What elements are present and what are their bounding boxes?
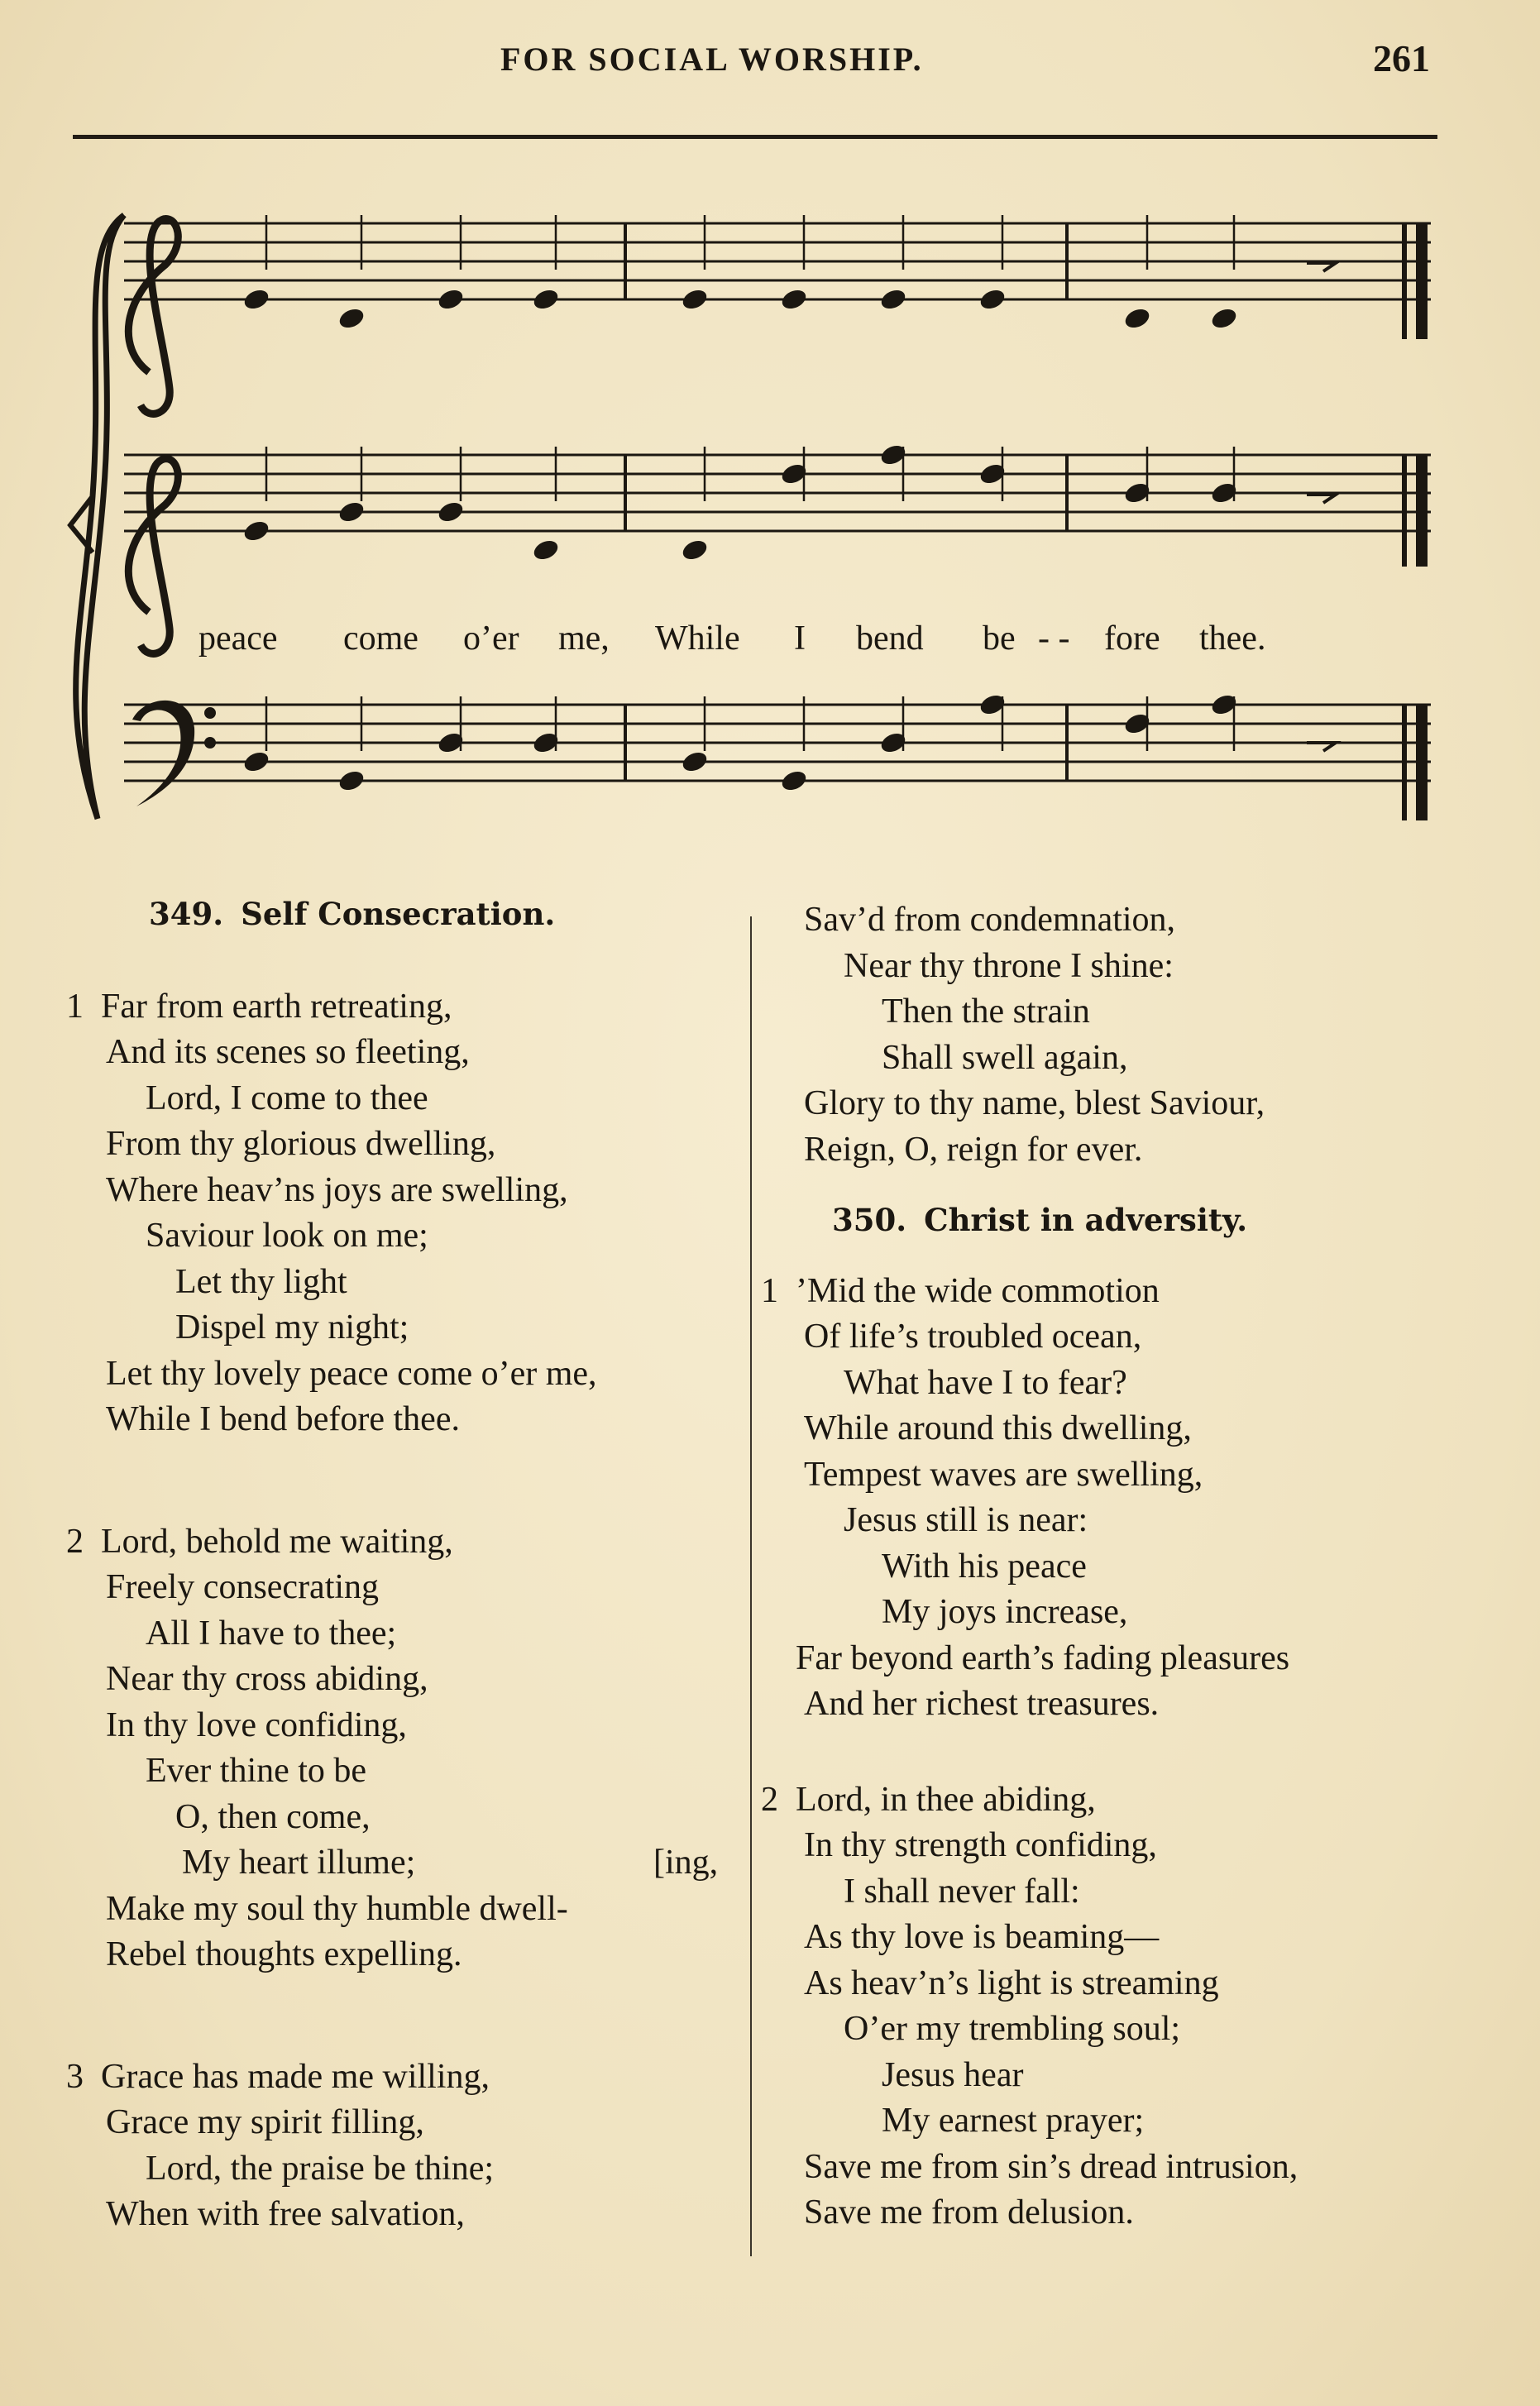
staves [124,215,1431,781]
verse-line: Let thy light [175,1262,347,1301]
notehead [436,287,466,313]
verse-line: Let thy lovely peace come o’er me, [106,1354,597,1393]
column-divider [750,916,752,2256]
stanza-number: 1 [761,1271,778,1310]
verse-line: ’Mid the wide commotion [796,1271,1160,1310]
right-column [761,897,1530,2236]
verse-line: My heart illume; [182,1844,416,1882]
verse-line: Grace has made me willing, [101,2057,490,2096]
noteheads [242,287,1239,794]
system-brace [76,215,124,819]
notehead [680,538,710,563]
notehead [242,749,271,775]
verse-line: Far from earth retreating, [101,987,452,1026]
verse-line: Grace my spirit filling, [106,2103,424,2141]
notehead [779,768,809,794]
notehead [242,519,271,544]
lyric-word: bend [856,619,924,658]
verse-line: Lord, the praise be thine; [146,2149,495,2188]
verse-line: Dispel my night; [175,1308,409,1346]
verse-line: Near thy throne I shine: [844,946,1174,985]
verse-line: Lord, I come to thee [146,1079,428,1117]
continuation-stanza [761,897,1530,1173]
hymn-title: Self Consecration. [241,896,556,932]
verse-line: Of life’s troubled ocean, [804,1318,1142,1356]
lyric-word: thee. [1199,619,1266,658]
verse-line: Far beyond earth’s fading pleasures [796,1638,1290,1677]
lyric-word: come [343,619,418,658]
stanza [66,2054,744,2238]
verse-line: Save me from sin’s dread intrusion, [804,2147,1298,2186]
notehead [337,500,366,525]
verse-line: Then the strain [882,993,1090,1031]
verse-line: What have I to fear? [844,1363,1127,1402]
notehead [878,287,908,313]
verse-line: From thy glorious dwelling, [106,1125,496,1163]
notehead [1122,306,1152,332]
bass-clef-icon [132,701,216,806]
verse-line: In thy love confiding, [106,1705,407,1744]
verse-line: Shall swell again, [882,1038,1128,1077]
notehead [436,500,466,525]
notehead [978,287,1007,313]
verse-line: All I have to thee; [146,1614,397,1653]
verse-line: Glory to thy name, blest Saviour, [804,1084,1265,1122]
verse-line: Tempest waves are swelling, [804,1455,1203,1494]
verse-line: Sav’d from condemnation, [804,901,1176,939]
hymn-title: Christ in adversity. [924,1202,1248,1238]
verse-line: Ever thine to be [146,1752,367,1790]
hymn-heading [761,1198,1530,1244]
notehead [680,287,710,313]
verse-line: Lord, in thee abiding, [796,1780,1096,1819]
left-column [66,892,744,2238]
verse-line: Make my soul thy humble dwell- [106,1889,568,1928]
page-number: 261 [1373,37,1430,79]
verse-line: Jesus hear [882,2055,1024,2094]
stanza [761,1777,1530,2236]
verse-line: O, then come, [175,1797,371,1836]
lyric-word: o’er [463,619,519,658]
verse-line: Reign, O, reign for ever. [804,1130,1143,1169]
stanza-number: 3 [66,2057,84,2096]
music-score [0,0,1540,844]
hymn-number: 350. [832,1202,907,1238]
verse-line: My earnest prayer; [882,2102,1145,2140]
verse-line: My joys increase, [882,1593,1128,1631]
notehead [779,287,809,313]
verse-line: While I bend before thee. [106,1400,460,1438]
verse-line: Save me from delusion. [804,2193,1134,2231]
verse-line: Jesus still is near: [844,1501,1088,1539]
notehead [337,306,366,332]
verse-line: And its scenes so fleeting, [106,1033,470,1071]
verse-line: O’er my trembling soul; [844,2010,1181,2048]
stanza [761,1269,1530,1728]
verse-line: Rebel thoughts expelling. [106,1935,462,1973]
verse-line: Where heav’ns joys are swelling, [106,1170,568,1209]
notehead [531,287,561,313]
lyric-word: be [983,619,1016,658]
stanza [66,1519,744,1978]
lyric-word: While [655,619,740,658]
verse-line: I shall never fall: [844,1872,1080,1911]
stanza-number: 2 [66,1522,84,1561]
final-barlines [1402,223,1428,820]
lyric-word: me, [558,619,610,658]
carryover-text: [ing, [653,1844,719,1882]
verse-line: In thy strength confiding, [804,1826,1157,1864]
verse-line: Lord, behold me waiting, [101,1522,453,1561]
verse-line: With his peace [882,1547,1087,1586]
verse-line: While around this dwelling, [804,1409,1192,1447]
lyric-word: I [794,619,806,658]
verse-line: And her richest treasures. [804,1685,1160,1723]
stanza-number: 2 [761,1780,778,1819]
lyric-word: - - [1038,619,1070,658]
verse-line: Saviour look on me; [146,1217,428,1255]
verse-line: As thy love is beaming— [804,1918,1160,1956]
notehead [337,768,366,794]
treble-clef-icon [128,459,178,654]
notehead [531,538,561,563]
stanza [66,984,744,1443]
verse-line: When with free salvation, [106,2195,465,2233]
lyric-word: peace [198,619,278,658]
hymn-heading [66,892,744,938]
notehead [1209,306,1239,332]
notehead [242,287,271,313]
notehead [680,749,710,775]
hymn-number: 349. [149,896,224,932]
verse-line: Near thy cross abiding, [106,1660,428,1698]
rests [1307,263,1336,751]
treble-clef-icon [0,0,178,794]
verse-line: As heav’n’s light is streaming [804,1964,1219,2002]
stanza-number: 1 [66,987,84,1026]
verse-line: Freely consecrating [106,1568,380,1606]
lyric-word: fore [1104,619,1160,658]
running-head-title: FOR SOCIAL WORSHIP. [500,41,924,78]
